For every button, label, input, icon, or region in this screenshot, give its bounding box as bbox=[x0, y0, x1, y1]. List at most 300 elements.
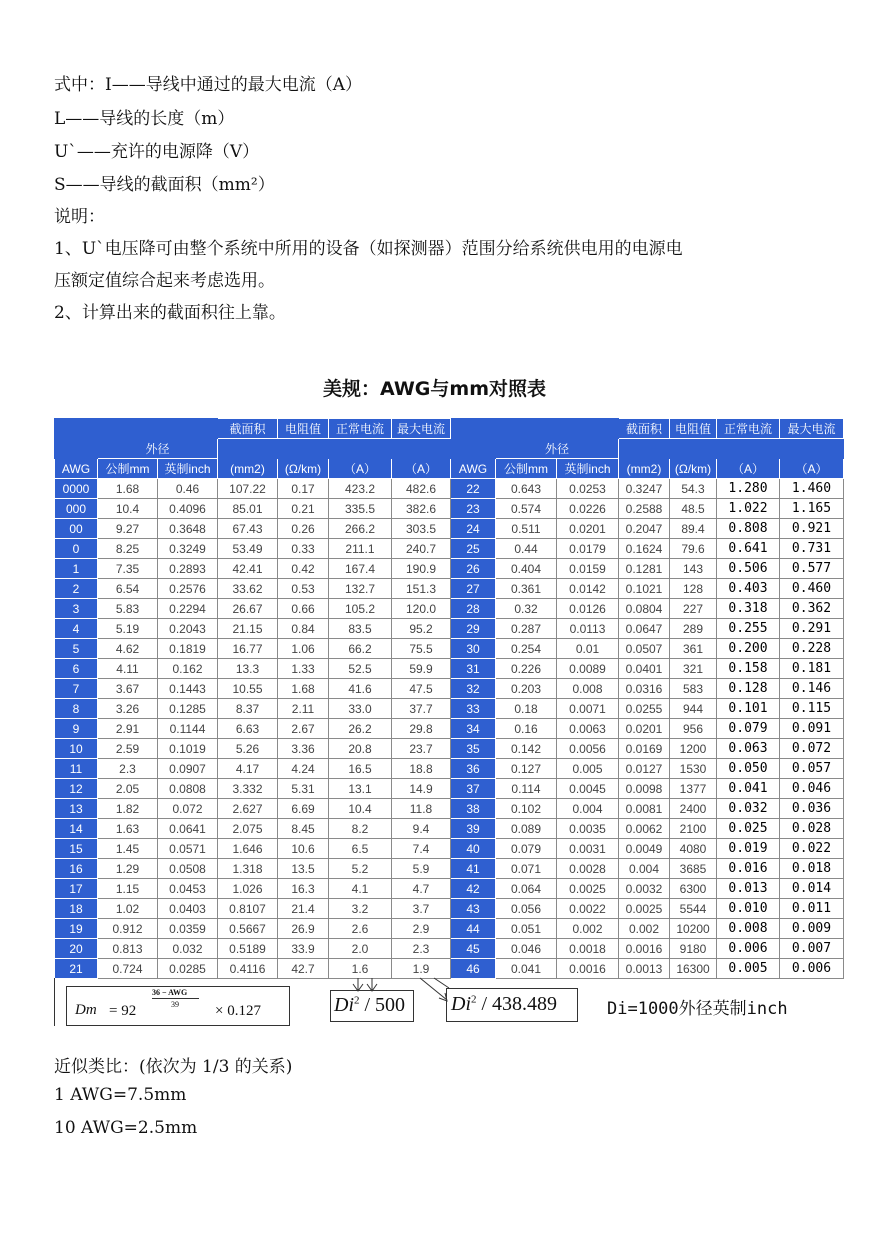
table-cell: 0.0016 bbox=[557, 959, 619, 979]
table-cell: 0.036 bbox=[780, 799, 844, 819]
table-cell: 0.018 bbox=[780, 859, 844, 879]
table-cell: 151.3 bbox=[392, 579, 451, 599]
header-max-current: 最大电流 bbox=[780, 419, 844, 439]
table-cell: 0.577 bbox=[780, 559, 844, 579]
table-cell: 0.203 bbox=[496, 679, 557, 699]
di-500-divisor: / 500 bbox=[364, 994, 406, 1016]
table-row bbox=[55, 659, 844, 679]
table-cell: 48.5 bbox=[670, 499, 717, 519]
table-cell: 6.63 bbox=[218, 719, 278, 739]
table-row bbox=[55, 759, 844, 779]
table-cell: 1.63 bbox=[98, 819, 158, 839]
table-cell: 2.0 bbox=[329, 939, 392, 959]
table-cell: 0.007 bbox=[780, 939, 844, 959]
table-cell: 0.019 bbox=[717, 839, 780, 859]
table-cell: 132.7 bbox=[329, 579, 392, 599]
table-cell: 1.026 bbox=[218, 879, 278, 899]
awg-gauge-cell: 43 bbox=[451, 899, 496, 919]
table-cell: 0.041 bbox=[717, 779, 780, 799]
awg-gauge-cell: 26 bbox=[451, 559, 496, 579]
table-cell: 0.0035 bbox=[557, 819, 619, 839]
table-cell: 1.022 bbox=[717, 499, 780, 519]
header-normal-current: 正常电流 bbox=[717, 419, 780, 439]
table-row bbox=[55, 479, 844, 499]
table-row bbox=[55, 719, 844, 739]
table-cell: 0.0169 bbox=[619, 739, 670, 759]
table-cell: 0.1819 bbox=[158, 639, 218, 659]
table-cell: 0.006 bbox=[717, 939, 780, 959]
table-cell: 0.291 bbox=[780, 619, 844, 639]
table-cell: 1.9 bbox=[392, 959, 451, 979]
awg-gauge-cell: 12 bbox=[55, 779, 98, 799]
table-cell: 0.0025 bbox=[557, 879, 619, 899]
table-cell: 0.1285 bbox=[158, 699, 218, 719]
awg-gauge-cell: 4 bbox=[55, 619, 98, 639]
table-row bbox=[55, 959, 844, 979]
table-cell: 0.460 bbox=[780, 579, 844, 599]
table-cell: 423.2 bbox=[329, 479, 392, 499]
table-cell: 0.200 bbox=[717, 639, 780, 659]
table-cell: 5.83 bbox=[98, 599, 158, 619]
table-cell: 1.33 bbox=[278, 659, 329, 679]
table-cell: 0.089 bbox=[496, 819, 557, 839]
table-cell: 85.01 bbox=[218, 499, 278, 519]
table-cell: 143 bbox=[670, 559, 717, 579]
table-cell: 0.008 bbox=[557, 679, 619, 699]
awg-gauge-cell: 3 bbox=[55, 599, 98, 619]
table-cell: 0.255 bbox=[717, 619, 780, 639]
awg-gauge-cell: 10 bbox=[55, 739, 98, 759]
table-cell: 67.43 bbox=[218, 519, 278, 539]
table-cell: 0.005 bbox=[717, 959, 780, 979]
table-cell: 0.002 bbox=[619, 919, 670, 939]
table-cell: 0.5667 bbox=[218, 919, 278, 939]
table-cell: 0.127 bbox=[496, 759, 557, 779]
header-blank bbox=[55, 419, 98, 439]
table-cell: 4.1 bbox=[329, 879, 392, 899]
table-cell: 0.032 bbox=[717, 799, 780, 819]
table-cell: 1377 bbox=[670, 779, 717, 799]
table-cell: 944 bbox=[670, 699, 717, 719]
table-cell: 0.0507 bbox=[619, 639, 670, 659]
table-row bbox=[55, 619, 844, 639]
table-cell: 0.0113 bbox=[557, 619, 619, 639]
table-cell: 0.1144 bbox=[158, 719, 218, 739]
table-cell: 79.6 bbox=[670, 539, 717, 559]
table-row bbox=[55, 739, 844, 759]
table-cell: 0.091 bbox=[780, 719, 844, 739]
approx-line-1: 1 AWG=7.5mm bbox=[54, 1085, 187, 1105]
awg-gauge-cell: 31 bbox=[451, 659, 496, 679]
table-cell: 2.11 bbox=[278, 699, 329, 719]
table-cell: 0.0081 bbox=[619, 799, 670, 819]
di-500-formula-box bbox=[330, 990, 414, 1022]
table-cell: 0.228 bbox=[780, 639, 844, 659]
table-cell: 0.0201 bbox=[619, 719, 670, 739]
table-cell: 107.22 bbox=[218, 479, 278, 499]
table-cell: 0.0359 bbox=[158, 919, 218, 939]
table-cell: 0.158 bbox=[717, 659, 780, 679]
table-cell: 0.21 bbox=[278, 499, 329, 519]
awg-gauge-cell: 20 bbox=[55, 939, 98, 959]
intro-line-2: L——导线的长度（m） bbox=[54, 109, 235, 129]
table-cell: 2.05 bbox=[98, 779, 158, 799]
di-square: 2 bbox=[354, 994, 360, 1007]
table-body bbox=[55, 479, 844, 979]
table-cell: 0.921 bbox=[780, 519, 844, 539]
table-cell: 0.01 bbox=[557, 639, 619, 659]
table-cell: 0.0031 bbox=[557, 839, 619, 859]
table-cell: 0.014 bbox=[780, 879, 844, 899]
table-cell: 0.3247 bbox=[619, 479, 670, 499]
table-cell: 0.641 bbox=[717, 539, 780, 559]
dm-exponent-denominator: 39 bbox=[171, 1000, 179, 1009]
table-cell: 0.004 bbox=[557, 799, 619, 819]
table-row bbox=[55, 859, 844, 879]
table-cell: 0.254 bbox=[496, 639, 557, 659]
table-cell: 0.813 bbox=[98, 939, 158, 959]
table-cell: 2.6 bbox=[329, 919, 392, 939]
table-cell: 3.2 bbox=[329, 899, 392, 919]
table-cell: 0.287 bbox=[496, 619, 557, 639]
table-cell: 0.724 bbox=[98, 959, 158, 979]
header-cross-section: 截面积 bbox=[619, 419, 670, 439]
header-amp: （A） bbox=[329, 459, 392, 479]
header-blank bbox=[451, 439, 496, 459]
table-cell: 0.3648 bbox=[158, 519, 218, 539]
table-cell: 20.8 bbox=[329, 739, 392, 759]
table-cell: 2100 bbox=[670, 819, 717, 839]
dm-formula-lhs: Dm bbox=[75, 1002, 97, 1018]
table-cell: 0.1021 bbox=[619, 579, 670, 599]
table-cell: 10200 bbox=[670, 919, 717, 939]
table-cell: 0.5189 bbox=[218, 939, 278, 959]
table-cell: 0.0647 bbox=[619, 619, 670, 639]
table-cell: 1.646 bbox=[218, 839, 278, 859]
table-cell: 240.7 bbox=[392, 539, 451, 559]
table-cell: 0.142 bbox=[496, 739, 557, 759]
table-cell: 303.5 bbox=[392, 519, 451, 539]
table-cell: 0.181 bbox=[780, 659, 844, 679]
table-cell: 0.0025 bbox=[619, 899, 670, 919]
table-cell: 0.102 bbox=[496, 799, 557, 819]
awg-gauge-cell: 33 bbox=[451, 699, 496, 719]
table-cell: 8.2 bbox=[329, 819, 392, 839]
table-side-line bbox=[54, 978, 55, 1026]
awg-gauge-cell: 18 bbox=[55, 899, 98, 919]
table-cell: 0.072 bbox=[780, 739, 844, 759]
dm-formula-tail: × 0.127 bbox=[215, 1003, 261, 1019]
table-cell: 0.0049 bbox=[619, 839, 670, 859]
table-cell: 2.9 bbox=[392, 919, 451, 939]
table-cell: 95.2 bbox=[392, 619, 451, 639]
table-cell: 0.2893 bbox=[158, 559, 218, 579]
header-metric-mm: 公制mm bbox=[98, 459, 158, 479]
table-cell: 2.627 bbox=[218, 799, 278, 819]
table-row bbox=[55, 699, 844, 719]
header-imperial-inch: 英制inch bbox=[557, 459, 619, 479]
table-cell: 0.063 bbox=[717, 739, 780, 759]
table-cell: 167.4 bbox=[329, 559, 392, 579]
table-row bbox=[55, 559, 844, 579]
table-cell: 0.4116 bbox=[218, 959, 278, 979]
table-cell: 0.0142 bbox=[557, 579, 619, 599]
table-cell: 47.5 bbox=[392, 679, 451, 699]
table-cell: 0.046 bbox=[496, 939, 557, 959]
di-symbol: Di bbox=[334, 994, 354, 1016]
table-cell: 5.2 bbox=[329, 859, 392, 879]
table-cell: 0.0071 bbox=[557, 699, 619, 719]
awg-gauge-cell: 42 bbox=[451, 879, 496, 899]
table-cell: 0.071 bbox=[496, 859, 557, 879]
table-cell: 13.3 bbox=[218, 659, 278, 679]
awg-gauge-cell: 38 bbox=[451, 799, 496, 819]
table-cell: 0.912 bbox=[98, 919, 158, 939]
table-cell: 0.0401 bbox=[619, 659, 670, 679]
table-cell: 0.2588 bbox=[619, 499, 670, 519]
header-blank bbox=[717, 439, 780, 459]
awg-gauge-cell: 13 bbox=[55, 799, 98, 819]
header-blank bbox=[392, 439, 451, 459]
table-cell: 0.009 bbox=[780, 919, 844, 939]
intro-line-1: 式中：I——导线中通过的最大电流（A） bbox=[54, 75, 362, 95]
table-cell: 0.0045 bbox=[557, 779, 619, 799]
table-cell: 4.17 bbox=[218, 759, 278, 779]
table-cell: 0.44 bbox=[496, 539, 557, 559]
table-cell: 120.0 bbox=[392, 599, 451, 619]
table-cell: 16300 bbox=[670, 959, 717, 979]
table-cell: 0.011 bbox=[780, 899, 844, 919]
table-cell: 0.42 bbox=[278, 559, 329, 579]
table-cell: 1.460 bbox=[780, 479, 844, 499]
table-cell: 42.41 bbox=[218, 559, 278, 579]
table-cell: 33.62 bbox=[218, 579, 278, 599]
table-cell: 4080 bbox=[670, 839, 717, 859]
table-cell: 1530 bbox=[670, 759, 717, 779]
table-cell: 1.02 bbox=[98, 899, 158, 919]
table-cell: 0.32 bbox=[496, 599, 557, 619]
table-cell: 0.46 bbox=[158, 479, 218, 499]
table-cell: 0.361 bbox=[496, 579, 557, 599]
table-cell: 0.0013 bbox=[619, 959, 670, 979]
table-cell: 9.4 bbox=[392, 819, 451, 839]
table-cell: 0.101 bbox=[717, 699, 780, 719]
awg-gauge-cell: 22 bbox=[451, 479, 496, 499]
intro-line-7: 压额定值综合起来考虑选用。 bbox=[54, 271, 275, 291]
table-cell: 23.7 bbox=[392, 739, 451, 759]
table-cell: 0.008 bbox=[717, 919, 780, 939]
table-cell: 0.146 bbox=[780, 679, 844, 699]
table-cell: 14.9 bbox=[392, 779, 451, 799]
header-row-1 bbox=[55, 419, 844, 439]
table-cell: 289 bbox=[670, 619, 717, 639]
table-cell: 0.079 bbox=[496, 839, 557, 859]
di-definition-note: Di=1000外径英制inch bbox=[607, 999, 788, 1019]
table-cell: 0.506 bbox=[717, 559, 780, 579]
table-cell: 6300 bbox=[670, 879, 717, 899]
table-cell: 9180 bbox=[670, 939, 717, 959]
table-cell: 21.15 bbox=[218, 619, 278, 639]
table-cell: 0.0062 bbox=[619, 819, 670, 839]
table-cell: 0.041 bbox=[496, 959, 557, 979]
awg-gauge-cell: 2 bbox=[55, 579, 98, 599]
header-blank bbox=[278, 439, 329, 459]
table-cell: 0.643 bbox=[496, 479, 557, 499]
table-cell: 10.4 bbox=[329, 799, 392, 819]
table-cell: 8.45 bbox=[278, 819, 329, 839]
table-cell: 0.18 bbox=[496, 699, 557, 719]
header-cross-section: 截面积 bbox=[218, 419, 278, 439]
intro-line-3: U`——充许的电源降（V） bbox=[54, 142, 260, 162]
table-cell: 7.4 bbox=[392, 839, 451, 859]
table-cell: 2.3 bbox=[98, 759, 158, 779]
table-cell: 8.37 bbox=[218, 699, 278, 719]
table-cell: 0.0016 bbox=[619, 939, 670, 959]
table-cell: 956 bbox=[670, 719, 717, 739]
table-cell: 0.0201 bbox=[557, 519, 619, 539]
table-cell: 6.69 bbox=[278, 799, 329, 819]
table-cell: 0.8107 bbox=[218, 899, 278, 919]
table-title: 美规：AWG与mm对照表 bbox=[323, 378, 546, 400]
table-cell: 16.5 bbox=[329, 759, 392, 779]
arrow-line bbox=[434, 978, 449, 988]
table-cell: 0.016 bbox=[717, 859, 780, 879]
table-row bbox=[55, 639, 844, 659]
table-cell: 16.3 bbox=[278, 879, 329, 899]
table-cell: 11.8 bbox=[392, 799, 451, 819]
table-cell: 53.49 bbox=[218, 539, 278, 559]
header-blank bbox=[329, 439, 392, 459]
table-cell: 0.0641 bbox=[158, 819, 218, 839]
table-row bbox=[55, 799, 844, 819]
table-row bbox=[55, 879, 844, 899]
arrow-line bbox=[420, 978, 447, 1000]
table-cell: 0.53 bbox=[278, 579, 329, 599]
awg-gauge-cell: 37 bbox=[451, 779, 496, 799]
table-cell: 0.0179 bbox=[557, 539, 619, 559]
table-cell: 0.0028 bbox=[557, 859, 619, 879]
table-cell: 4.24 bbox=[278, 759, 329, 779]
table-cell: 0.010 bbox=[717, 899, 780, 919]
header-amp: （A） bbox=[780, 459, 844, 479]
table-cell: 0.1443 bbox=[158, 679, 218, 699]
table-cell: 0.0159 bbox=[557, 559, 619, 579]
table-cell: 0.079 bbox=[717, 719, 780, 739]
table-cell: 9.27 bbox=[98, 519, 158, 539]
table-cell: 0.0253 bbox=[557, 479, 619, 499]
table-cell: 0.162 bbox=[158, 659, 218, 679]
table-cell: 33.0 bbox=[329, 699, 392, 719]
table-cell: 0.025 bbox=[717, 819, 780, 839]
table-row bbox=[55, 579, 844, 599]
table-cell: 0.0453 bbox=[158, 879, 218, 899]
table-cell: 2.075 bbox=[218, 819, 278, 839]
table-cell: 37.7 bbox=[392, 699, 451, 719]
table-cell: 0.051 bbox=[496, 919, 557, 939]
table-cell: 1.6 bbox=[329, 959, 392, 979]
header-blank bbox=[496, 419, 557, 439]
approx-heading: 近似类比：(依次为 1/3 的关系) bbox=[54, 1057, 293, 1077]
table-cell: 0.362 bbox=[780, 599, 844, 619]
table-cell: 0.056 bbox=[496, 899, 557, 919]
header-blank bbox=[780, 439, 844, 459]
awg-gauge-cell: 17 bbox=[55, 879, 98, 899]
table-row bbox=[55, 499, 844, 519]
table-cell: 0.005 bbox=[557, 759, 619, 779]
table-cell: 0.057 bbox=[780, 759, 844, 779]
table-cell: 5.19 bbox=[98, 619, 158, 639]
awg-gauge-cell: 14 bbox=[55, 819, 98, 839]
table-row bbox=[55, 599, 844, 619]
intro-line-4: S——导线的截面积（mm²） bbox=[54, 175, 275, 195]
table-cell: 4.11 bbox=[98, 659, 158, 679]
table-cell: 0.404 bbox=[496, 559, 557, 579]
di-438-divisor: / 438.489 bbox=[481, 993, 558, 1015]
table-cell: 0.3249 bbox=[158, 539, 218, 559]
table-cell: 0.2043 bbox=[158, 619, 218, 639]
table-cell: 0.114 bbox=[496, 779, 557, 799]
approx-line-2: 10 AWG=2.5mm bbox=[54, 1118, 198, 1138]
awg-gauge-cell: 36 bbox=[451, 759, 496, 779]
awg-gauge-cell: 34 bbox=[451, 719, 496, 739]
di-438-formula-box bbox=[446, 988, 578, 1022]
table-cell: 18.8 bbox=[392, 759, 451, 779]
table-row bbox=[55, 839, 844, 859]
table-cell: 0.731 bbox=[780, 539, 844, 559]
table-cell: 0.0063 bbox=[557, 719, 619, 739]
dm-formula-eq: = 92 bbox=[109, 1003, 137, 1019]
table-cell: 266.2 bbox=[329, 519, 392, 539]
dm-formula-box bbox=[66, 986, 290, 1026]
table-cell: 0.064 bbox=[496, 879, 557, 899]
table-cell: 0.4096 bbox=[158, 499, 218, 519]
table-cell: 0.115 bbox=[780, 699, 844, 719]
awg-gauge-cell: 8 bbox=[55, 699, 98, 719]
awg-gauge-cell: 39 bbox=[451, 819, 496, 839]
table-cell: 0.66 bbox=[278, 599, 329, 619]
table-cell: 26.67 bbox=[218, 599, 278, 619]
header-ohm-km: (Ω/km) bbox=[670, 459, 717, 479]
table-cell: 26.9 bbox=[278, 919, 329, 939]
awg-gauge-cell: 0 bbox=[55, 539, 98, 559]
awg-gauge-cell: 16 bbox=[55, 859, 98, 879]
intro-line-5: 说明： bbox=[54, 207, 105, 227]
table-cell: 0.0127 bbox=[619, 759, 670, 779]
header-blank bbox=[218, 439, 278, 459]
table-cell: 105.2 bbox=[329, 599, 392, 619]
table-cell: 10.4 bbox=[98, 499, 158, 519]
table-cell: 21.4 bbox=[278, 899, 329, 919]
awg-gauge-cell: 27 bbox=[451, 579, 496, 599]
table-cell: 3.26 bbox=[98, 699, 158, 719]
table-cell: 0.0255 bbox=[619, 699, 670, 719]
header-amp: （A） bbox=[392, 459, 451, 479]
table-cell: 1.318 bbox=[218, 859, 278, 879]
awg-gauge-cell: 7 bbox=[55, 679, 98, 699]
table-cell: 0.33 bbox=[278, 539, 329, 559]
header-normal-current: 正常电流 bbox=[329, 419, 392, 439]
table-cell: 3685 bbox=[670, 859, 717, 879]
header-imperial-inch: 英制inch bbox=[158, 459, 218, 479]
table-cell: 361 bbox=[670, 639, 717, 659]
table-cell: 0.808 bbox=[717, 519, 780, 539]
dm-exponent-bar bbox=[152, 998, 199, 999]
table-cell: 0.0808 bbox=[158, 779, 218, 799]
table-cell: 0.0804 bbox=[619, 599, 670, 619]
table-cell: 0.0226 bbox=[557, 499, 619, 519]
table-cell: 75.5 bbox=[392, 639, 451, 659]
table-cell: 54.3 bbox=[670, 479, 717, 499]
